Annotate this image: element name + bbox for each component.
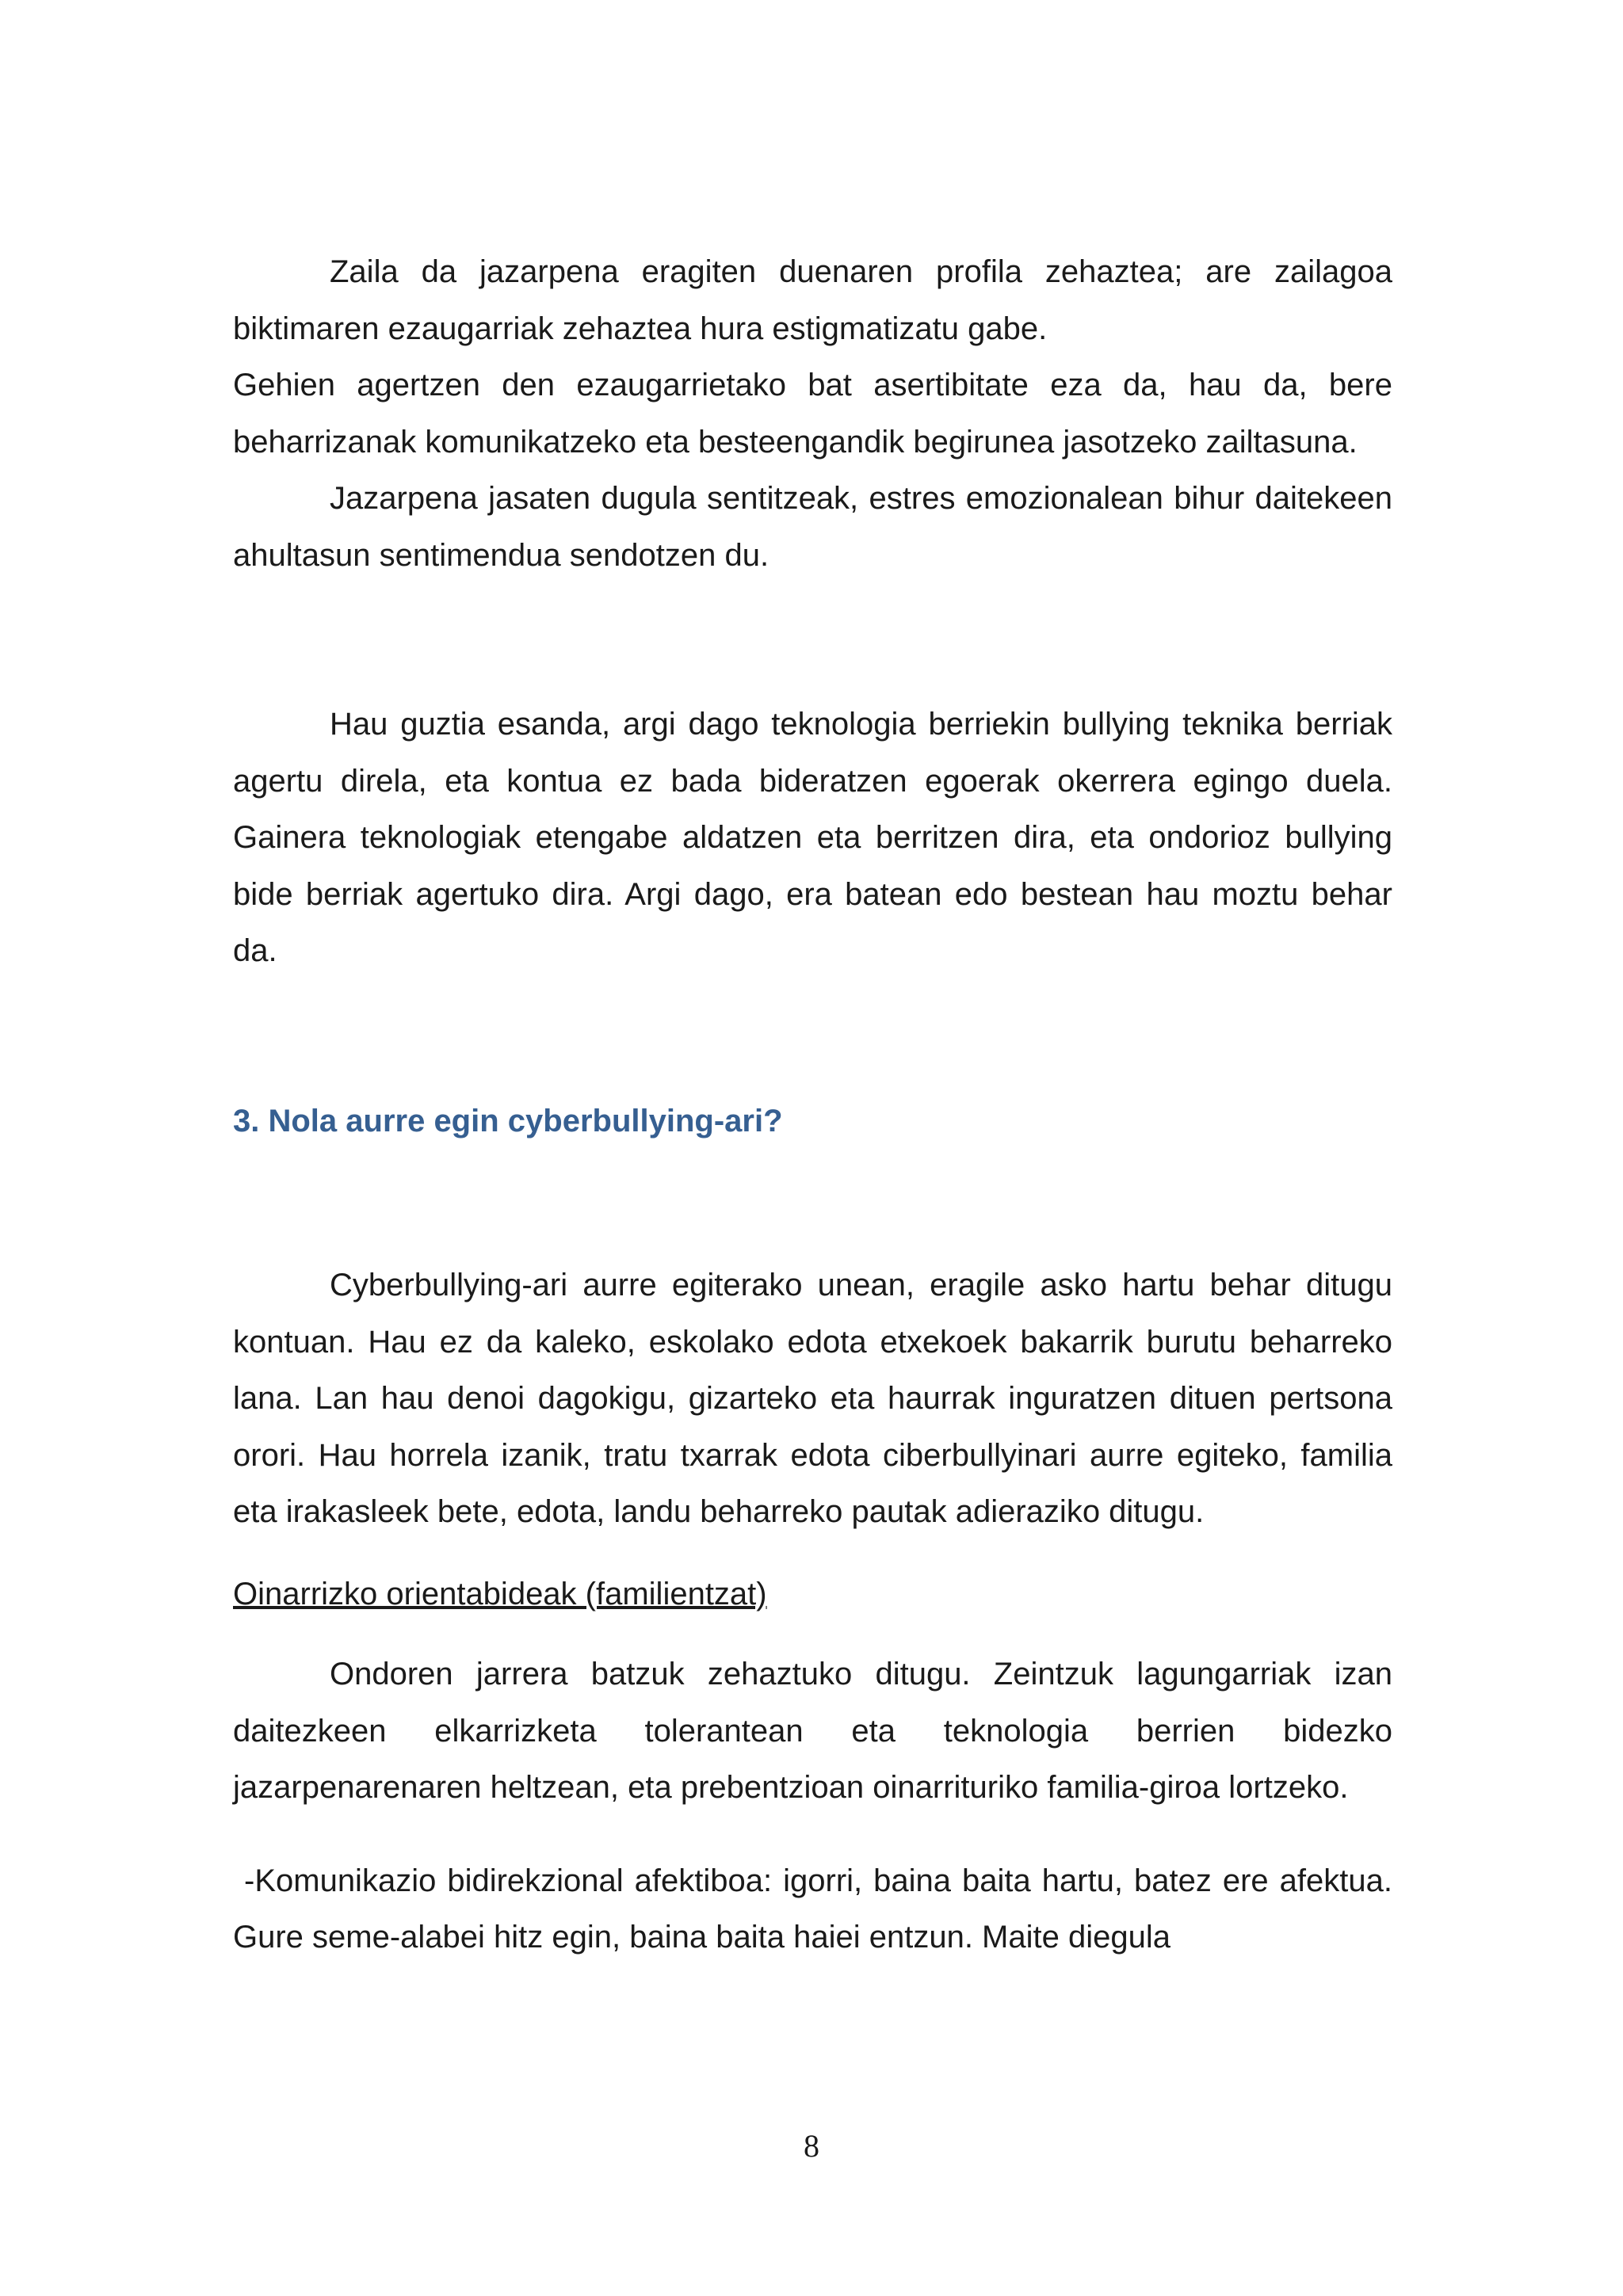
spacer	[233, 1541, 1392, 1566]
paragraph-assertiveness: Gehien agertzen den ezaugarrietako bat asertibitate eza da, hau da, bere beharrizanak komunikatzeko eta besteengandik begirunea jasotzeko zailtasuna.	[233, 368, 1392, 460]
page-number: 8	[804, 2128, 819, 2164]
paragraph-profile: Zaila da jazarpena eragiten duenaren profila zehaztea; are zailagoa biktimaren ezaugarriak zehaztea hura estigmatizatu gabe.	[233, 254, 1392, 346]
spacer	[233, 980, 1392, 1093]
paragraph-emotional-stress: Jazarpena jasaten dugula sentitzeak, estres emozionalean bihur daitekeen ahultasun sentimendua sendotzen du.	[233, 481, 1392, 573]
spacer	[233, 1817, 1392, 1853]
paragraph-new-technologies: Hau guztia esanda, argi dago teknologia berriekin bullying teknika berriak agertu direla, eta kontua ez bada bideratzen egoerak okerrera egingo duela. Gainera teknologiak etengabe aldatzen eta berritzen dira, eta ondorioz bullying bide berriak agertuko dira. Argi dago, era batean edo bestean hau moztu behar da.	[233, 707, 1392, 968]
spacer	[233, 1623, 1392, 1646]
subsection-heading: Oinarrizko orientabideak (familientzat)	[233, 1576, 767, 1611]
paragraph-attitudes: Ondoren jarrera batzuk zehaztuko ditugu. Zeintzuk lagungarriak izan daitezkeen elkarrizketa tolerantean eta teknologia berrien bidezko jazarpenarenaren heltzean, eta prebentzioan oinarrituriko familia-giroa lortzeko.	[233, 1657, 1392, 1805]
paragraph-communication: -Komunikazio bidirekzional afektiboa: igorri, baina baita hartu, batez ere afektua. Gure seme-alabei hitz egin, baina baita haiei entzun. Maite diegula	[233, 1863, 1402, 1955]
spacer	[233, 584, 1392, 696]
spacer	[233, 1150, 1392, 1257]
section-heading: 3. Nola aurre egin cyberbullying-ari?	[233, 1103, 783, 1138]
paragraph-cyberbullying-response: Cyberbullying-ari aurre egiterako unean, eragile asko hartu behar ditugu kontuan. Hau ez da kaleko, eskolako edota etxekoek bakarrik burutu beharreko lana. Lan hau denoi dagokigu, gizarteko eta haurrak inguratzen dituen pertsona orori. Hau horrela izanik, tratu txarrak edota ciberbullyinari aurre egiteko, familia eta irakasleek bete, edota, landu beharreko pautak adieraziko ditugu.	[233, 1268, 1392, 1529]
page-content	[233, 244, 1402, 1966]
